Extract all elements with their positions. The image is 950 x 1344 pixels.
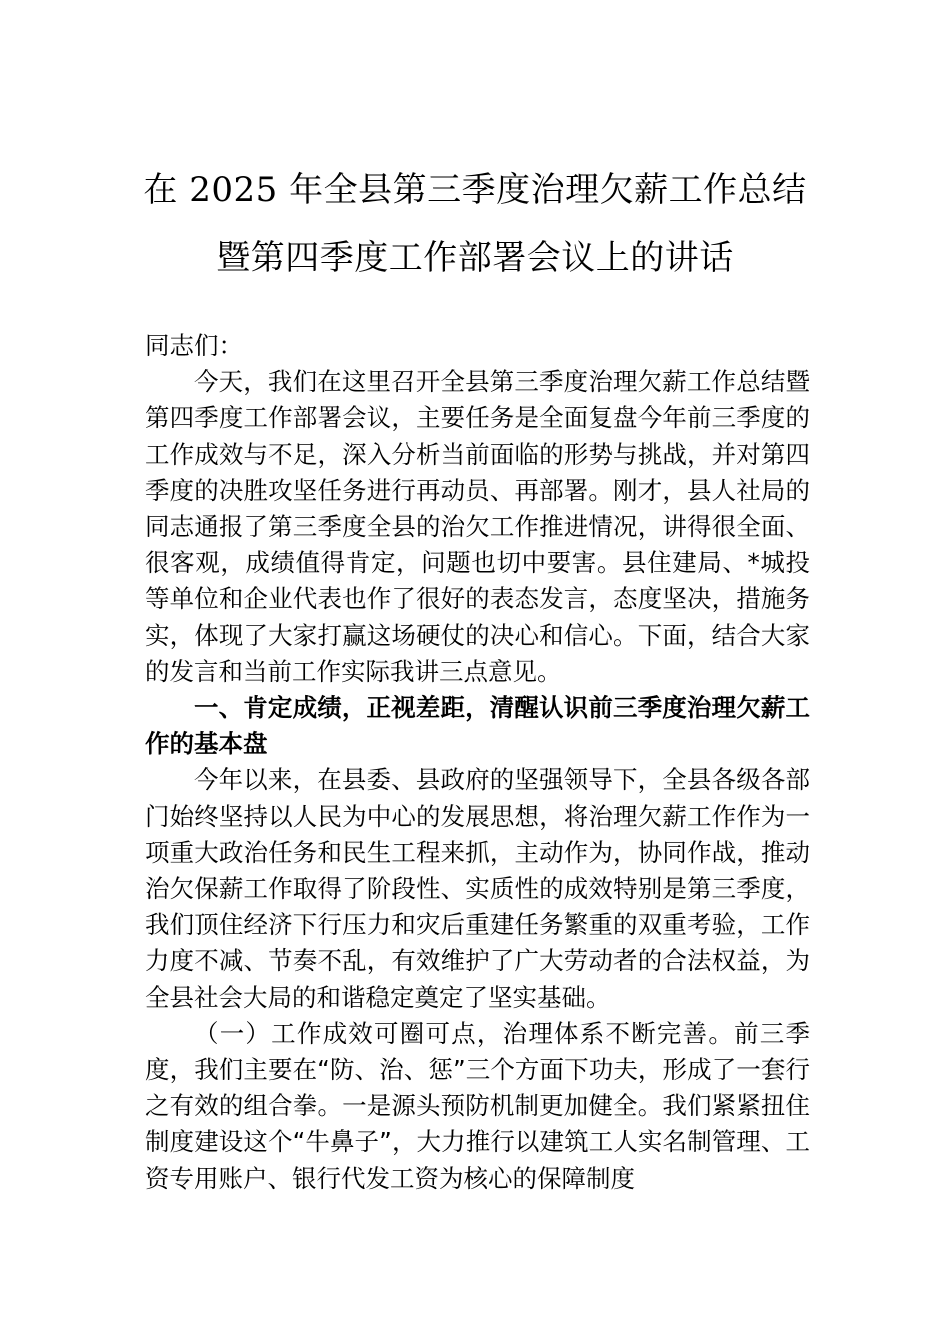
- salutation: 同志们：: [145, 331, 243, 360]
- section-1-heading: 一、肯定成绩，正视差距，清醒认识前三季度治理欠薪工作的基本盘: [145, 693, 810, 759]
- document-body: [145, 328, 810, 1197]
- opening-paragraph: 今天，我们在这里召开全县第三季度治理欠薪工作总结暨第四季度工作部署会议，主要任务是全面复盘今年前三季度的工作成效与不足，深入分析当前面临的形势与挑战，并对第四季度的决胜攻坚任务进行再动员、再部署。刚才，县人社局的同志通报了第三季度全县的治欠工作推进情况，讲得很全面、很客观，成绩值得肯定，问题也切中要害。县住建局、*城投等单位和企业代表也作了很好的表态发言，态度坚决，措施务实，体现了大家打赢这场硬仗的决心和信心。下面，结合大家的发言和当前工作实际我讲三点意见。: [145, 367, 810, 686]
- section-1-paragraph: 今年以来，在县委、县政府的坚强领导下，全县各级各部门始终坚持以人民为中心的发展思想，将治理欠薪工作作为一项重大政治任务和民生工程来抓，主动作为，协同作战，推动治欠保薪工作取得了阶段性、实质性的成效特别是第三季度，我们顶住经济下行压力和灾后重建任务繁重的双重考验，工作力度不减、节奏不乱，有效维护了广大劳动者的合法权益，为全县社会大局的和谐稳定奠定了坚实基础。: [145, 765, 810, 1012]
- document-title-line-2: 暨第四季度工作部署会议上的讲话: [216, 238, 734, 278]
- document-title-line-1: 在 2025 年全县第三季度治理欠薪工作总结: [143, 170, 807, 210]
- subsection-1-paragraph: （一）工作成效可圈可点，治理体系不断完善。前三季度，我们主要在“防、治、惩”三个方面下功夫，形成了一套行之有效的组合拳。一是源头预防机制更加健全。我们紧紧扭住制度建设这个“牛鼻子”，大力推行以建筑工人实名制管理、工资专用账户、银行代发工资为核心的保障制度: [145, 1018, 810, 1193]
